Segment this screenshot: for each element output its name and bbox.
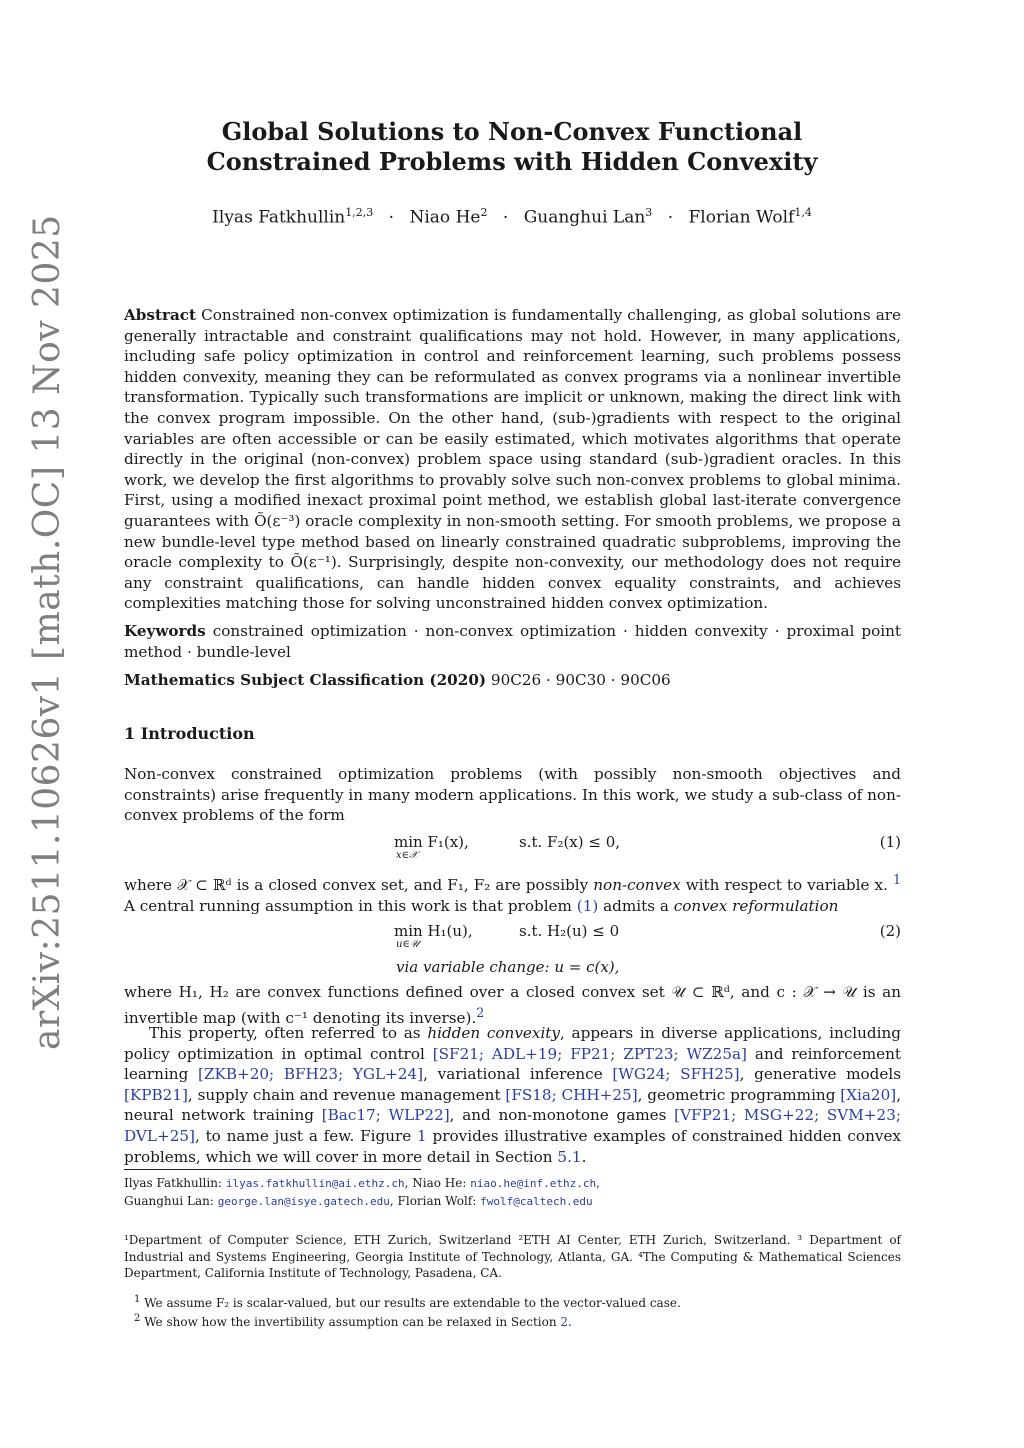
equation-2 [124,922,901,952]
author-name: Ilyas Fatkhullin [212,207,346,228]
arxiv-sidebar-stamp: arXiv:2511.10626v1 [math.OC] 13 Nov 2025 [27,214,68,1050]
citation-link[interactable]: [Xia20] [840,1085,897,1104]
footnote-text: We assume F₂ is scalar-valued, but our results are extendable to the vector-valued case. [144,1296,681,1310]
text-run: with respect to variable x. [685,876,888,895]
text-run: , to name just a few. Figure [194,1126,412,1145]
text-run: Ilyas Fatkhullin: [124,1176,222,1190]
text-run: This property, often referred to as [149,1024,421,1042]
text-run: , appears in diverse applications, including policy optimization in optimal control [124,1024,902,1063]
equation-2-domain: u∈𝒰 [396,939,419,950]
author-affiliation: 1,2,3 [345,206,374,219]
emphasis: convex reformulation [673,896,839,915]
text-run: , variational inference [423,1065,603,1084]
text-run: , and non-monotone games [449,1106,667,1125]
title-line-2: Constrained Problems with Hidden Convexity [206,147,818,176]
abstract-text: Constrained non-convex optimization is fundamentally challenging, as global solutions are generally intractable and constraint qualifications may not hold. However, in many applications, including safe policy optimization in control and reinforcement learning, such problems possess hidden convexity, meaning they can be reformulated as convex programs via a nonlinear invertible transformation. Typically such transformations are implicit or unknown, making the direct link with the convex program impossible. On the other hand, (sub-)gradients with respect to the original variables are often accessible or can be easily estimated, which motivates algorithms that operate directly in the original (non-convex) problem space using standard (sub-)gradient oracles. In this work, we develop the first algorithms to provably solve such non-convex problems to global minima. First, using a modified inexact proximal point method, we establish global last-iterate convergence guarantees with Õ(ε⁻³) oracle complexity in non-smooth setting. For smooth problems, we propose a new bundle-level type method based on linearly constrained quadratic subproblems, improving the oracle complexity to Õ(ε⁻¹). Surprisingly, despite non-convexity, our methodology does not require any constraint qualifications, can handle hidden convex equality constraints, and achieves complexities matching those for solving unconstrained hidden convex optimization. [124,306,901,613]
author-affiliation: 3 [645,206,653,219]
email-link[interactable]: ilyas.fatkhullin@ai.ethz.ch [225,1177,405,1190]
author-affiliation: 2 [480,206,488,219]
author-affiliation: 1,4 [794,206,812,219]
equation-1 [124,833,901,863]
msc-label: Mathematics Subject Classification (2020) [124,671,487,689]
author-name: Niao He [409,207,481,228]
keywords [124,621,901,662]
citation-link[interactable]: [Bac17; WLP22] [321,1106,450,1125]
text-run: , geometric programming [637,1085,836,1104]
text-run: , Florian Wolf: [389,1193,477,1208]
keywords-label: Keywords [124,622,206,640]
intro-paragraph-3 [124,982,901,1028]
author-emails [124,1175,901,1210]
author-list [0,206,1024,228]
author-separator: · [502,207,509,228]
abstract [124,305,901,614]
variable-change-line [124,958,901,980]
equation-2-constraint: s.t. H₂(u) ≤ 0 [519,922,620,940]
citation-link[interactable]: [WG24; SFH25] [612,1065,740,1084]
footnote-mark: 2 [134,1313,141,1324]
title-line-1: Global Solutions to Non-Convex Functional [221,117,803,146]
footnote-link-2[interactable]: 2 [476,1004,485,1020]
emphasis: non-convex [593,876,681,895]
abstract-label: Abstract [124,306,197,324]
author-name: Guanghui Lan [523,207,646,228]
text-run: , Niao He: [404,1176,467,1190]
equation-1-constraint: s.t. F₂(x) ≤ 0, [519,833,621,851]
citation-link[interactable]: [VFP21; MSG+22; SVM+23; DVL+25] [124,1106,901,1145]
citation-link[interactable]: [ZKB+20; BFH23; YGL+24] [198,1065,424,1084]
equation-1-objective: min F₁(x), [394,833,469,851]
email-link[interactable]: fwolf@caltech.edu [480,1194,593,1208]
equation-1-domain: x∈𝒳 [396,850,418,861]
text-run: where 𝒳 ⊂ ℝᵈ is a closed convex set, and F₁, F₂ are possibly [124,876,589,895]
section-ref-link[interactable]: 2 [560,1315,569,1329]
equation-ref-link[interactable]: (1) [576,896,599,915]
intro-paragraph-4 [124,1023,901,1167]
paper-title [0,117,1024,177]
intro-paragraph-2 [124,870,901,916]
text-run: and reinforcement learning [124,1044,902,1084]
equation-2-objective: min H₁(u), [394,922,473,940]
affiliations: ¹Department of Computer Science, ETH Zurich, Switzerland ²ETH AI Center, ETH Zurich, Switzerland. ³ Department of Industrial and Systems Engineering, Georgia Institute of Technology, Atlanta, GA. ⁴The Computing & Mathematical Sciences Department, California Institute of Technology, Pasadena, CA. [124,1233,901,1280]
section-heading-introduction: 1 Introduction [124,724,255,743]
author-separator: · [667,207,674,228]
equation-1-number: (1) [879,833,901,851]
citation-link[interactable]: [KPB21] [124,1085,188,1104]
footnote-text: . [568,1315,572,1329]
text-run: A central running assumption in this work is that problem [124,896,572,915]
email-line-1: Ilyas Fatkhullin: ilyas.fatkhullin@ai.ethz.ch, Niao He: niao.he@inf.ethz.ch, [124,1176,600,1190]
text-run: , generative models [739,1065,902,1084]
footnote-1 [134,1292,901,1312]
text-run: , supply chain and revenue management [187,1085,501,1104]
citation-link[interactable]: [FS18; CHH+25] [505,1085,638,1104]
footnote-link-1[interactable]: 1 [892,872,902,887]
msc-classification [124,670,901,691]
section-ref-link[interactable]: 5.1 [557,1147,582,1166]
footnote-2 [134,1311,901,1331]
figure-ref-link[interactable]: 1 [417,1126,427,1145]
equation-2-number: (2) [879,922,901,940]
footnote-text: We show how the invertibility assumption can be relaxed in Section [144,1315,557,1329]
email-link[interactable]: niao.he@inf.ethz.ch [470,1177,597,1190]
text-run: , neural network training [124,1085,902,1125]
author-separator: · [388,207,395,228]
emphasis: hidden convexity [427,1024,560,1042]
citation-link[interactable]: [SF21; ADL+19; FP21; ZPT23; WZ25a] [432,1044,747,1063]
text-run: admits a [603,896,669,915]
keywords-text: constrained optimization · non-convex optimization · hidden convexity · proximal point method · bundle-level [124,622,902,661]
text-run: provides illustrative examples of constrained hidden convex problems, which we will cover in more detail in Section [124,1126,901,1166]
text-run: . [581,1147,587,1166]
footnote-mark: 1 [134,1294,141,1305]
intro-paragraph-1: Non-convex constrained optimization problems (with possibly non-smooth objectives and constraints) arise frequently in many modern applications. In this work, we study a sub-class of non-convex problems of the form [124,765,901,825]
author-name: Florian Wolf [688,207,795,228]
variable-change-text: via variable change: u = c(x), [396,958,620,976]
text-run: Guanghui Lan: [124,1193,214,1208]
text-run: where H₁, H₂ are convex functions defined over a closed convex set 𝒰 ⊂ ℝᵈ, and c : 𝒳 → 𝒰 is an invertible map (with c⁻¹ denoting its inverse). [124,983,901,1027]
msc-text: 90C26 · 90C30 · 90C06 [490,671,671,689]
footnote-divider [124,1169,421,1170]
email-line-2 [124,1193,901,1211]
email-link[interactable]: george.lan@isye.gatech.edu [217,1194,390,1208]
